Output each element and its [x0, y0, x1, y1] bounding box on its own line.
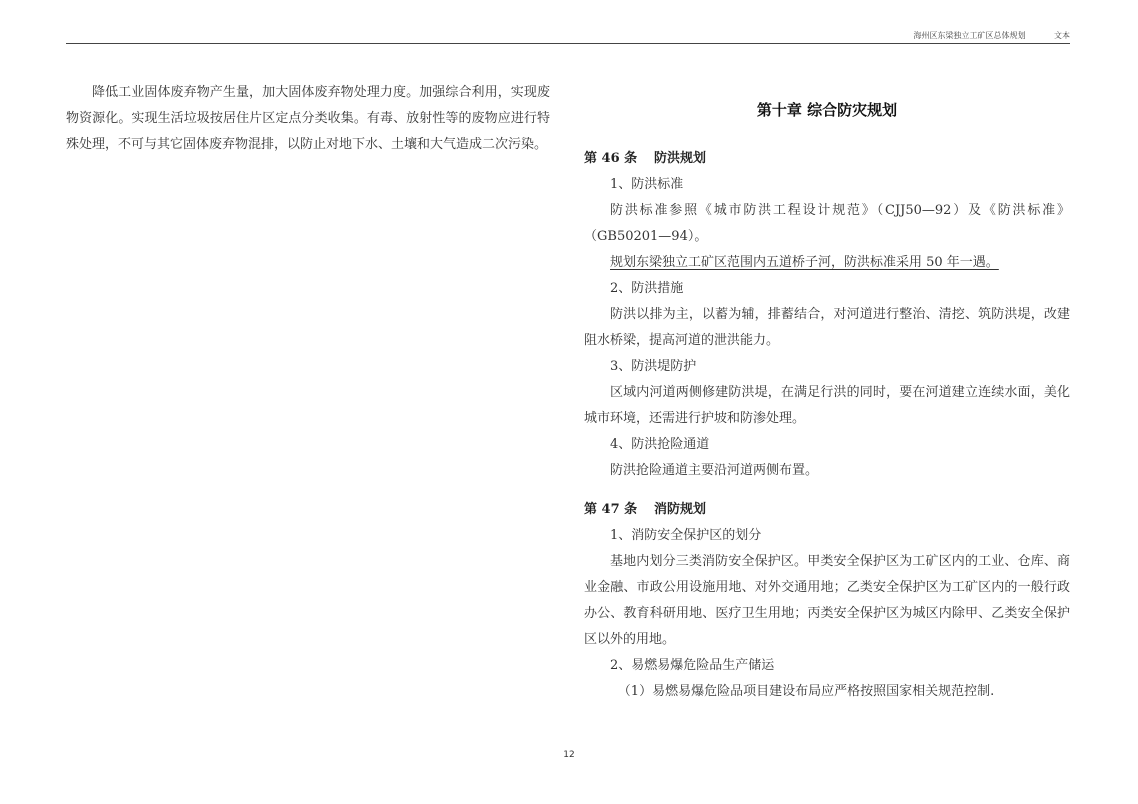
article-number: 第 47 条 — [584, 502, 638, 517]
paragraph: 防洪以排为主，以蓄为辅，排蓄结合，对河道进行整治、清挖、筑防洪堤，改建阻水桥梁，提高河道的泄洪能力。 — [584, 307, 1070, 348]
spacer — [584, 484, 1070, 497]
left-column — [66, 80, 550, 158]
right-column — [584, 95, 1070, 705]
paragraph: 防洪抢险通道主要沿河道两侧布置。 — [610, 463, 819, 478]
paragraph: 基地内划分三类消防安全保护区。甲类安全保护区为工矿区内的工业、仓库、商业金融、市政公用设施用地、对外交通用地；乙类安全保护区为工矿区内的一般行政办公、教育科研用地、医疗卫生用地；丙类安全保护区为城区内除甲、乙类安全保护区以外的用地。 — [584, 554, 1070, 647]
sub-list-item: （1）易燃易爆危险品项目建设布局应严格按照国家相关规范控制. — [617, 684, 995, 699]
article-heading-46 — [584, 146, 1070, 172]
chapter-title: 第十章 综合防灾规划 — [756, 101, 898, 119]
underlined-text: 规划东梁独立工矿区范围内五道桥子河，防洪标准采用 50 年一遇。 — [610, 255, 999, 270]
article-heading-47 — [584, 497, 1070, 523]
paragraph: 防洪标准参照《城市防洪工程设计规范》（CJJ50—92）及《防洪标准》（GB50201—94）。 — [584, 203, 1070, 244]
list-item: 1、消防安全保护区的划分 — [610, 528, 762, 543]
page-header — [66, 30, 1070, 44]
paragraph: 区域内河道两侧修建防洪堤，在满足行洪的同时，要在河道建立连续水面，美化城市环境，还需进行护坡和防渗处理。 — [584, 385, 1070, 426]
header-doc-type: 文本 — [1054, 31, 1070, 40]
header-text — [913, 30, 1070, 41]
list-item: 1、防洪标准 — [610, 177, 684, 192]
article-title: 防洪规划 — [654, 151, 707, 166]
list-item: 2、防洪措施 — [610, 281, 684, 296]
paragraph: 降低工业固体废弃物产生量，加大固体废弃物处理力度。加强综合利用，实现废物资源化。实现生活垃圾按居住片区定点分类收集。有毒、放射性等的废物应进行特殊处理，不可与其它固体废弃物混排，以防止对地下水、土壤和大气造成二次污染。 — [66, 85, 550, 152]
page-number: 12 — [563, 750, 575, 760]
paragraph-underlined — [584, 250, 1070, 276]
list-item: 3、防洪堤防护 — [610, 359, 697, 374]
list-item: 2、易燃易爆危险品生产储运 — [610, 658, 775, 673]
list-item: 4、防洪抢险通道 — [610, 437, 710, 452]
article-number: 第 46 条 — [584, 151, 638, 166]
article-title: 消防规划 — [654, 502, 707, 517]
header-doc-title: 海州区东梁独立工矿区总体规划 — [913, 31, 1026, 40]
